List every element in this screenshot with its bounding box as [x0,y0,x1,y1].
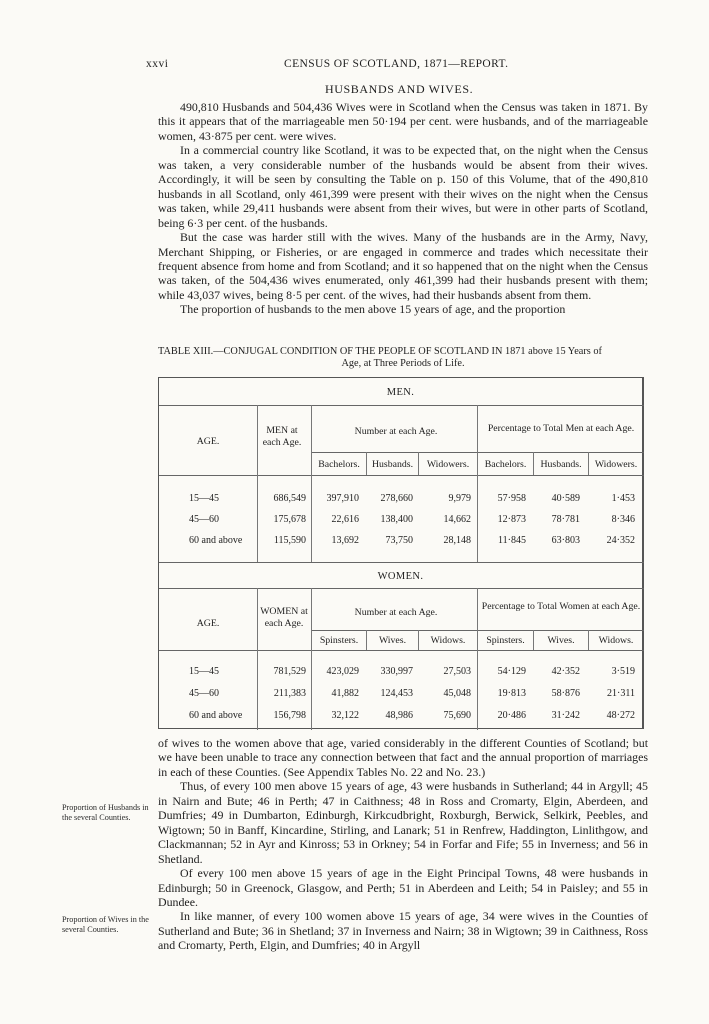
women-row-pct-widows: 3·519 [611,666,635,677]
women-row-age: 45—60 [189,688,219,699]
top-paragraphs [158,100,648,317]
men-percent-header: Percentage to Total Men at each Age. [487,423,635,434]
women-col-spinsters: Spinsters. [319,635,359,646]
women-row-widows: 27,503 [443,666,471,677]
table-caption-line2: Age, at Three Periods of Life. [341,358,465,369]
men-row-total: 686,549 [273,493,306,504]
paragraph: of wives to the women above that age, varied considerably in the different Counties of Scotland; but we have been unable to trace any connection between that fact and the annual proportion of marriages in each of these Counties. (See Appendix Tables No. 22 and No. 23.) [158,736,648,779]
men-row-pct-widowers: 8·346 [611,514,635,525]
men-row-bachelors: 397,910 [326,493,359,504]
women-col-wives: Wives. [378,635,407,646]
men-number-header: Number at each Age. [354,426,438,437]
men-row-pct-bachelors: 11·845 [498,535,526,546]
paragraph: In like manner, of every 100 women above 15 years of age, 34 were wives in the Counties of Sutherland and Bute; 36 in Shetland; 37 in Inverness and Nairn; 38 in Wigtown; 39 in Caithness, Ross and Cromarty, Perth, Elgin, and Dumfries; 40 in Argyll [158,909,648,953]
women-row-age: 60 and above [189,710,243,721]
women-row-widows: 75,690 [443,710,471,721]
men-row-age: 15—45 [189,493,219,504]
women-row-spinsters: 41,882 [331,688,359,699]
men-row-husbands: 73,750 [385,535,413,546]
women-row-total: 211,383 [273,688,306,699]
bottom-paragraphs [158,736,648,953]
women-total-header: WOMEN at each Age. [260,606,308,629]
men-pct-col-husbands: Husbands. [540,459,582,470]
men-pct-col-bachelors: Bachelors. [484,459,527,470]
women-col-widows: Widows. [430,635,466,646]
men-row-pct-husbands: 40·589 [551,493,580,504]
men-row-pct-husbands: 78·781 [551,514,580,525]
men-row-pct-widowers: 1·453 [611,493,635,504]
paragraph: Of every 100 men above 15 years of age in the Eight Principal Towns, 48 were husbands in Edinburgh; 50 in Greenock, Glasgow, and Perth; 51 in Aberdeen and Leith; 54 in Paisley; and 55 in Dundee. [158,866,648,909]
paragraph: The proportion of husbands to the men above 15 years of age, and the proportion [180,302,566,317]
table-caption-line1: TABLE XIII.—CONJUGAL CONDITION OF THE PEOPLE OF SCOTLAND IN 1871 above 15 Years of [158,346,602,357]
men-pct-col-widowers: Widowers. [594,459,638,470]
men-col-widowers: Widowers. [426,459,470,470]
women-row-total: 781,529 [273,666,306,677]
paragraph: Thus, of every 100 men above 15 years of age, 43 were husbands in Sutherland; 44 in Argyll; 45 in Nairn and Bute; 46 in Perth; 47 in Caithness; 48 in Ross and Cromarty, Elgin, Aberdeen, and Dumfries; 49 in Dumbarton, Edinburgh, Kirkcudbright, Roxburgh, Berwick, Selkirk, Peebles, and Wigtown; 50 in Banff, Kincardine, Stirling, and Lanark; 51 in Renfrew, Haddington, Linlithgow, and Clackmannan; 52 in Ayr and Kinross; 53 in Orkney; 54 in Forfar and Fife; 55 in Inverness; and 56 in Shetland. [158,779,648,866]
margin-note-husbands: Proportion of Husbands in the several Counties. [62,803,149,822]
men-row-husbands: 138,400 [380,514,413,525]
women-row-total: 156,798 [273,710,306,721]
men-row-widowers: 9,979 [448,493,471,504]
running-title: CENSUS OF SCOTLAND, 1871—REPORT. [284,58,509,70]
men-col-husbands: Husbands. [371,459,414,470]
paragraph: In a commercial country like Scotland, it was to be expected that, on the night when the Census was taken, a very considerable number of the husbands would be absent from their wives. Accordingly, it will be seen by consulting the Table on p. 150 of this Volume, that of the 490,810 husbands in all Scotland, only 461,399 were present with their wives on the night when the Census was taken, while 29,411 husbands were absent from their wives, but were in other parts of Scotland, being 6·3 per cent. of the husbands. [158,143,648,230]
men-row-pct-widowers: 24·352 [606,535,635,546]
men-row-age: 45—60 [189,514,219,525]
margin-note-wives: Proportion of Wives in the several Counties. [62,915,149,934]
women-row-wives: 124,453 [380,688,413,699]
paragraph: 490,810 Husbands and 504,436 Wives were in Scotland when the Census was taken in 1871. By this it appears that of the marriageable men 50·194 per cent. were husbands, and of the marriageable women, 43·875 per cent. were wives. [158,100,648,143]
women-row-pct-widows: 21·311 [607,688,635,699]
men-row-widowers: 28,148 [443,535,471,546]
men-row-widowers: 14,662 [443,514,471,525]
page-header [0,58,709,76]
table-caption [158,346,648,370]
men-row-total: 115,590 [273,535,306,546]
men-row-total: 175,678 [273,514,306,525]
women-row-pct-widows: 48·272 [606,710,635,721]
women-row-wives: 330,997 [380,666,413,677]
women-pct-col-spinsters: Spinsters. [486,635,525,646]
women-row-pct-spinsters: 54·129 [497,666,526,677]
conjugal-condition-table [158,377,644,729]
men-col-bachelors: Bachelors. [318,459,360,470]
women-pct-col-widows: Widows. [598,635,634,646]
men-age-header: AGE. [196,436,220,447]
women-number-header: Number at each Age. [354,607,438,618]
women-percent-header: Percentage to Total Women at each Age. [481,601,641,612]
men-row-pct-husbands: 63·803 [551,535,580,546]
women-section-title: WOMEN. [377,571,424,582]
men-row-pct-bachelors: 12·873 [497,514,526,525]
women-row-pct-wives: 58·876 [551,688,580,699]
women-row-widows: 45,048 [443,688,471,699]
men-row-age: 60 and above [189,535,243,546]
women-row-wives: 48,986 [385,710,413,721]
women-age-header: AGE. [196,618,220,629]
women-row-age: 15—45 [189,666,219,677]
men-row-bachelors: 22,616 [331,514,359,525]
men-total-header: MEN at each Age. [262,425,302,448]
women-row-pct-wives: 31·242 [551,710,580,721]
section-title: HUSBANDS AND WIVES. [325,82,474,96]
women-row-pct-spinsters: 20·486 [497,710,526,721]
women-row-pct-wives: 42·352 [551,666,580,677]
paragraph: But the case was harder still with the wives. Many of the husbands are in the Army, Navy, Merchant Shipping, or Fisheries, or are engaged in commerce and trades which necessitate their frequent absence from home and from Scotland; and it so happened that on the night when the Census was taken, of the 504,436 wives enumerated, only 461,399 had their husbands present with them; while 43,037 wives, being 8·5 per cent. of the wives, had their husbands absent from them. [158,230,648,302]
page-number: xxvi [146,58,169,70]
women-row-spinsters: 423,029 [326,666,359,677]
men-row-husbands: 278,660 [380,493,413,504]
men-row-pct-bachelors: 57·958 [497,493,526,504]
women-row-pct-spinsters: 19·813 [497,688,526,699]
men-row-bachelors: 13,692 [331,535,359,546]
women-row-spinsters: 32,122 [331,710,359,721]
men-section-title: MEN. [386,387,415,398]
women-pct-col-wives: Wives. [547,635,575,646]
